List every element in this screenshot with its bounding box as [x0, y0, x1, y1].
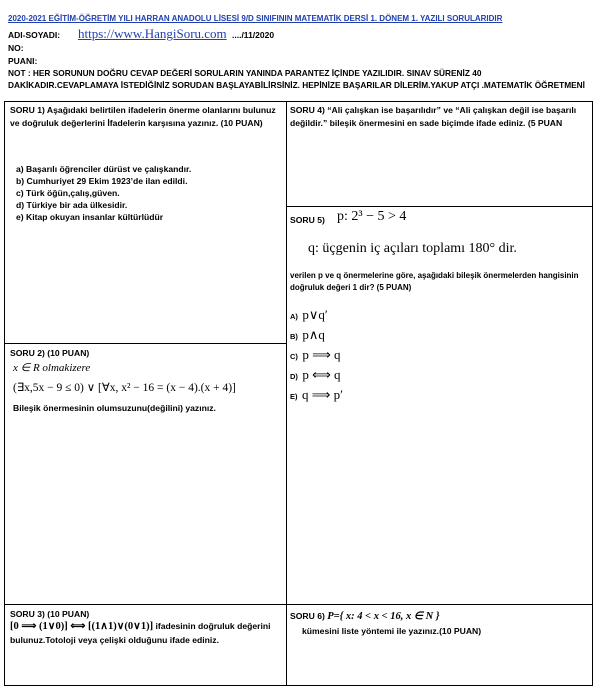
q5-option-d[interactable] — [290, 366, 341, 384]
option-expression: p ⟹ q — [302, 347, 341, 362]
q6-prompt: kümesini liste yöntemi ile yazınız.(10 PUAN) — [302, 626, 482, 636]
q3-expression: [0 ⟹ (1∨0)] ⟺ [(1∧1)∨(0∨1)] — [10, 621, 154, 632]
row-divider-left-2 — [4, 604, 286, 605]
option-label: A) — [290, 312, 298, 321]
option-expression: q ⟹ p′ — [301, 387, 343, 402]
q1-item-e: e) Kitap okuyan insanlar kültürlüdür — [16, 212, 164, 222]
site-link[interactable]: https://www.HangiSoru.com — [78, 26, 227, 41]
q6-heading: SORU 6) — [290, 611, 325, 621]
score-label: PUANI: — [8, 56, 38, 66]
q5-q-expression: q: üçgenin iç açıları toplamı 180° dir. — [308, 241, 517, 256]
column-divider — [286, 101, 287, 686]
q1-item-b: b) Cumhuriyet 29 Ekim 1923’de ilan edildi. — [16, 176, 188, 186]
row-divider-left-1 — [4, 343, 286, 344]
option-label: C) — [290, 352, 298, 361]
option-label: E) — [290, 392, 298, 401]
q5-p-expression: p: 2³ − 5 > 4 — [337, 209, 407, 224]
row-divider-right-2 — [286, 604, 593, 605]
q2-expression: (∃x,5x − 9 ≤ 0) ∨ [∀x, x² − 16 = (x − 4).(x + 4)] — [13, 382, 236, 394]
option-label: B) — [290, 332, 298, 341]
q5-option-e[interactable] — [290, 386, 343, 404]
q5-option-a[interactable] — [290, 306, 328, 324]
q1-item-d: d) Türkiye bir ada ülkesidir. — [16, 200, 128, 210]
q5-option-c[interactable] — [290, 346, 341, 364]
q6-header-line — [290, 610, 440, 624]
q1-item-c: c) Türk öğün,çalış,güven. — [16, 188, 120, 198]
option-expression: p∨q′ — [302, 307, 328, 322]
option-label: D) — [290, 372, 298, 381]
exam-title: 2020-2021 EĞİTİM-ÖĞRETİM YILI HARRAN ANADOLU LİSESİ 9/D SINIFININ MATEMATİK DERSİ 1. DÖNEM 1. YAZILI SORULARIDIR — [8, 14, 503, 23]
q3-prompt: ifadesinin doğruluk değerini bulunuz.Totoloji veya çelişki olduğunu ifade ediniz. — [10, 621, 271, 645]
q2-condition: x ∈ R olmakizere — [13, 362, 91, 374]
q5-heading: SORU 5) — [290, 215, 325, 225]
q1-prompt: SORU 1) Aşağıdaki belirtilen ifadelerin önerme olanlarını bulunuz ve doğruluk değerlerini İfadelerin karşısına yazınız. (10 PUAN) — [10, 105, 276, 128]
q5-prompt: verilen p ve q önermelerine göre, aşağıdaki bileşik önermelerden hangisinin doğruluk değeri 1 dir? (5 PUAN) — [290, 271, 579, 292]
option-expression: p∧q — [302, 327, 325, 342]
q6-set-expression: P={ x: 4 < x < 16, x ∈ N } — [327, 611, 440, 622]
q1-item-a: a) Başarılı öğrenciler dürüst ve çalışkandır. — [16, 164, 192, 174]
q5-option-b[interactable] — [290, 326, 325, 344]
q2-prompt: Bileşik önermesinin olumsuzunu(değilini) yazınız. — [13, 403, 216, 413]
no-label: NO: — [8, 43, 24, 53]
exam-note: NOT : HER SORUNUN DOĞRU CEVAP DEĞERİ SORULARIN YANINDA PARANTEZ İÇİNDE YAZILIDIR. SINAV SÜRENİZ 40 DAKİKADIR.CEVAPLAMAYA İSTEDİĞİNİZ SORUDAN BAŞLAYABİLİRSİNİZ. HEPİNİZE BAŞARILAR DİLERİM.YAKUP ATÇI .MATEMATİK ÖĞRETMENİ — [8, 68, 585, 90]
option-expression: p ⟺ q — [302, 367, 341, 382]
date-field: ..../11/2020 — [232, 30, 275, 40]
row-divider-right-1 — [286, 206, 593, 207]
name-label: ADI-SOYADI: — [8, 30, 61, 40]
q3-heading: SORU 3) (10 PUAN) — [10, 609, 90, 619]
q2-heading: SORU 2) (10 PUAN) — [10, 348, 90, 358]
q3-body — [10, 620, 282, 646]
q4-prompt: SORU 4) “Ali çalışkan ise başarılıdır” ve “Ali çalışkan değil ise başarılı değildir.” bileşik önermesini en sade biçimde ifade ediniz. (5 PUAN — [290, 105, 577, 128]
